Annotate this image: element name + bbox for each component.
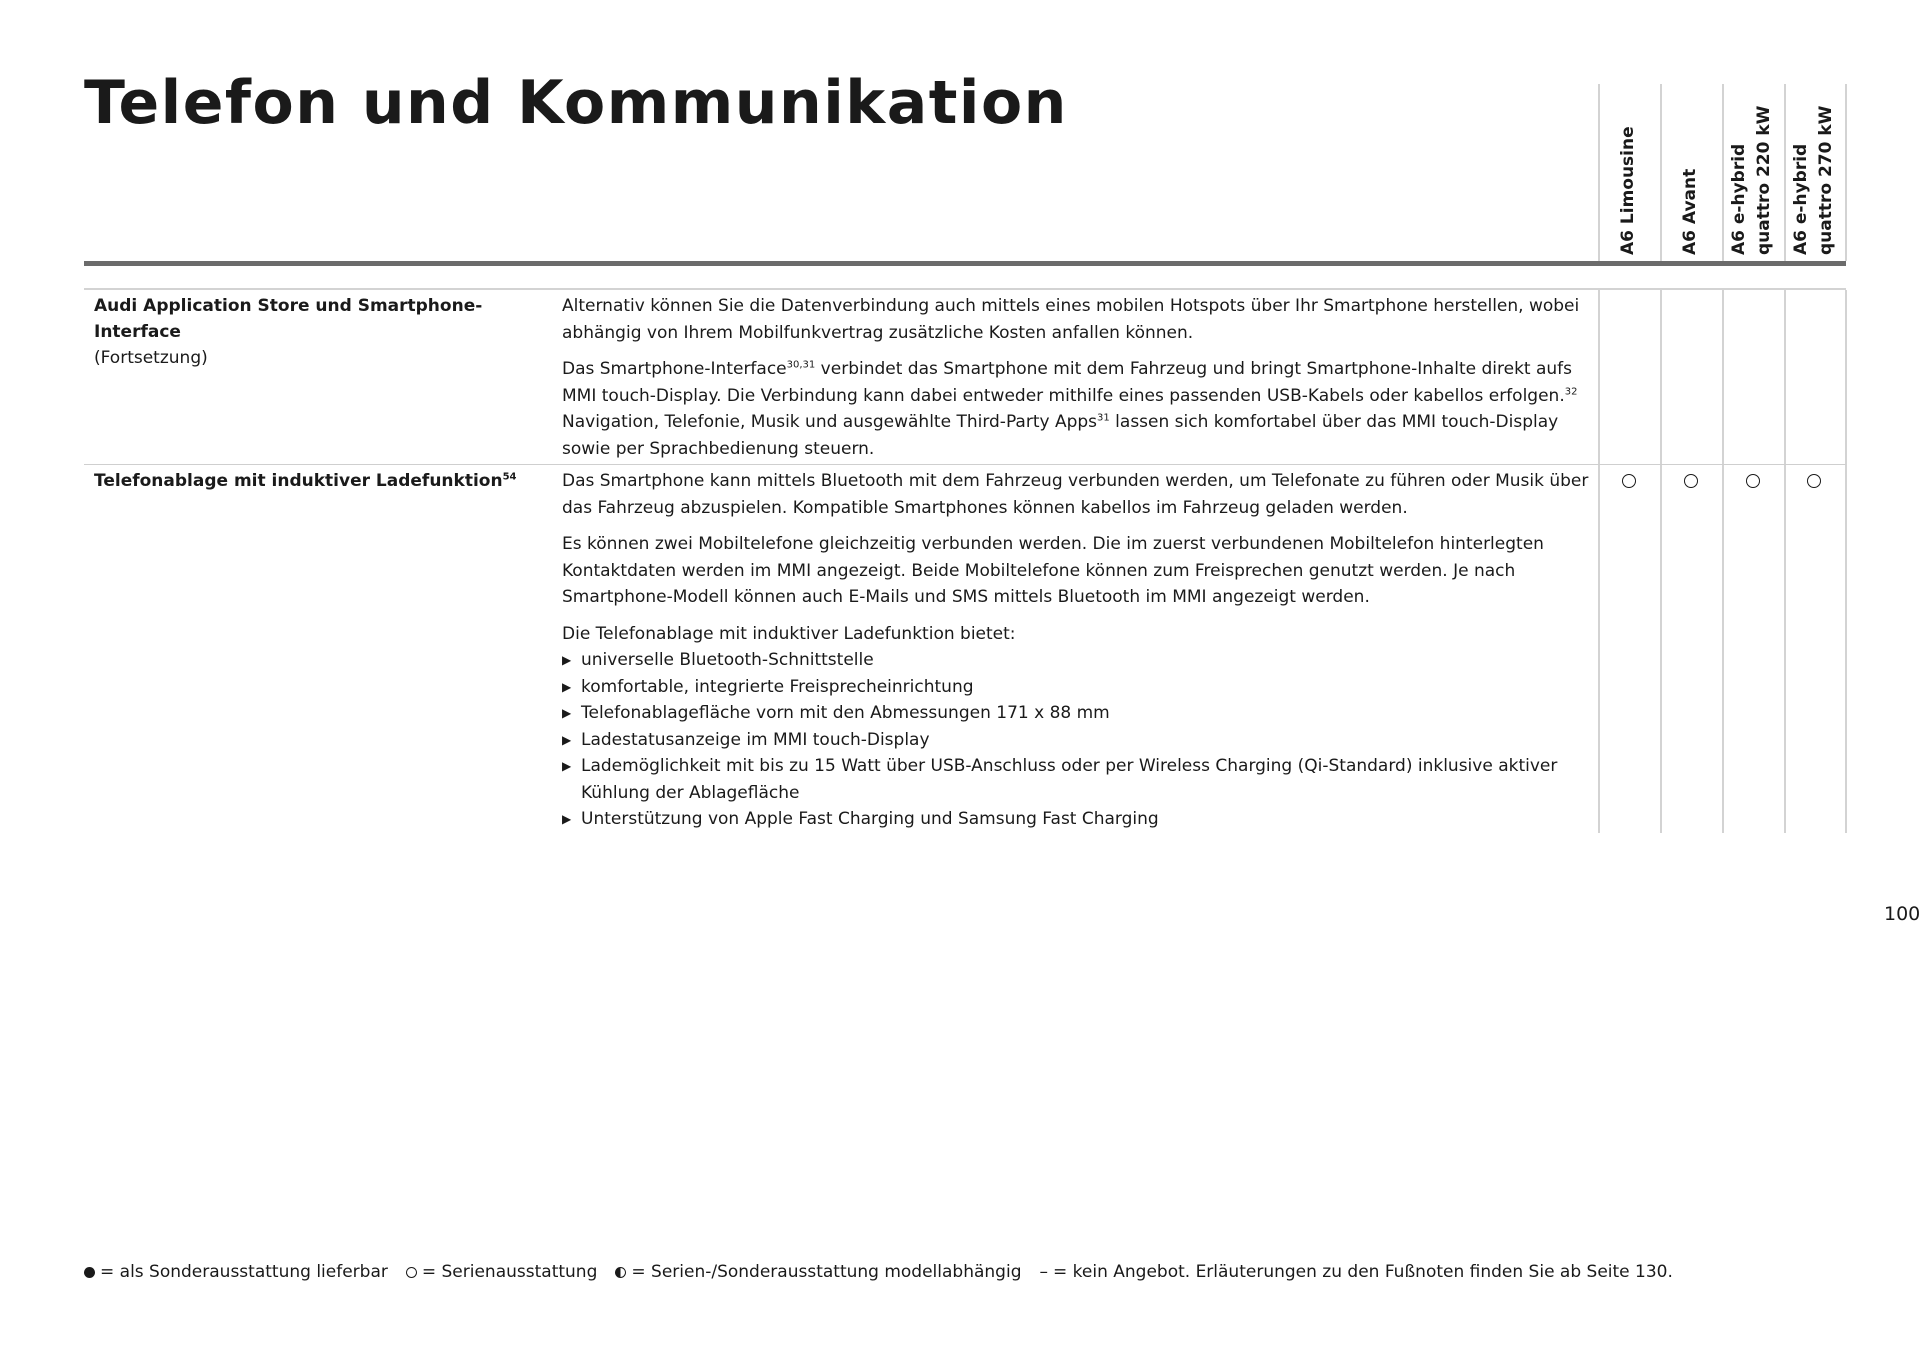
footnote-ref: 54 bbox=[502, 471, 517, 483]
description-cell bbox=[562, 293, 1592, 472]
column-separator bbox=[1784, 290, 1786, 833]
description-paragraph: Die Telefonablage mit induktiver Ladefunktion bietet: bbox=[562, 623, 1016, 644]
description-paragraph: Es können zwei Mobiltelefone gleichzeitig verbunden werden. Die im zuerst verbundenen Mobiltelefon hinterlegten Kontaktdaten werden im MMI angezeigt. Beide Mobiltelefone können zum Freisprechen genutzt werden. Je nach Smartphone-Modell können auch E-Mails und SMS mittels Bluetooth im MMI angezeigt werden. bbox=[562, 534, 1544, 607]
feature-cell bbox=[94, 293, 544, 371]
footnote-ref: 30,31 bbox=[786, 359, 816, 371]
triangle-bullet-icon: ▶ bbox=[562, 812, 572, 826]
open-circle-icon bbox=[1807, 474, 1821, 488]
description-paragraph: Das Smartphone-Interface$^{30,31}$ verbindet das Smartphone mit dem Fahrzeug und bringt Smartphone-Inhalte direkt aufs MMI touch-Display. Die Verbindung kann dabei entweder mithilfe eines passenden USB-Kabels oder kabellos erfolgen.$^{32}$ Navigation, Telefonie, Musik und ausgewählte Third-Party Apps$^{31}$ lassen sich komfortabel über das MMI touch-Display sowie per Sprachbedienung steuern. bbox=[562, 359, 1578, 459]
column-separator bbox=[1845, 290, 1847, 833]
column-separator bbox=[1845, 84, 1847, 261]
feature-subtitle: (Fortsetzung) bbox=[94, 348, 208, 368]
column-separator bbox=[1660, 290, 1662, 833]
column-separator bbox=[1598, 84, 1600, 261]
feature-name: Telefonablage mit induktiver Ladefunktion$^{54}$ bbox=[94, 471, 517, 491]
triangle-bullet-icon: ▶ bbox=[562, 653, 572, 667]
legend-item-model-dependent: = Serien-/Sonderausstattung modellabhängig bbox=[615, 1262, 1021, 1282]
triangle-bullet-icon: ▶ bbox=[562, 759, 572, 773]
header-rule bbox=[84, 261, 1846, 266]
feature-name: Audi Application Store und Smartphone-Interface bbox=[94, 296, 483, 342]
open-circle-icon bbox=[406, 1267, 417, 1278]
open-circle-icon bbox=[1684, 474, 1698, 488]
feature-cell bbox=[94, 468, 544, 494]
half-circle-icon bbox=[615, 1267, 626, 1278]
column-separator bbox=[1784, 84, 1786, 261]
list-item: ▶ Telefonablagefläche vorn mit den Abmessungen 171 x 88 mm bbox=[562, 700, 1592, 727]
legend-item-not-available: – = kein Angebot. Erläuterungen zu den Fußnoten finden Sie ab Seite 130. bbox=[1039, 1262, 1673, 1282]
row-divider bbox=[84, 464, 1598, 465]
triangle-bullet-icon: ▶ bbox=[562, 732, 572, 747]
table-top-rule bbox=[84, 288, 1846, 290]
description-paragraph: Alternativ können Sie die Datenverbindung auch mittels eines mobilen Hotspots über Ihr Smartphone herstellen, wobei abhängig von Ihrem Mobilfunkvertrag zusätzliche Kosten anfallen können. bbox=[562, 296, 1580, 343]
row-divider bbox=[1598, 464, 1846, 465]
page-title: Telefon und Kommunikation bbox=[84, 68, 1068, 138]
list-item: ▶ Unterstützung von Apple Fast Charging und Samsung Fast Charging bbox=[562, 806, 1592, 833]
page-number: 100 bbox=[1884, 903, 1920, 925]
legend-item-optional: = als Sonderausstattung lieferbar bbox=[84, 1262, 388, 1282]
column-separator bbox=[1660, 84, 1662, 261]
legend bbox=[84, 1262, 1691, 1282]
description-paragraph: Das Smartphone kann mittels Bluetooth mit dem Fahrzeug verbunden werden, um Telefonate zu führen oder Musik über das Fahrzeug abzuspielen. Kompatible Smartphones können kabellos im Fahrzeug geladen werden. bbox=[562, 471, 1589, 518]
dash-icon: – bbox=[1039, 1262, 1048, 1282]
column-separator bbox=[1722, 290, 1724, 833]
open-circle-icon bbox=[1746, 474, 1760, 488]
open-circle-icon bbox=[1622, 474, 1636, 488]
column-separator bbox=[1722, 84, 1724, 261]
list-item: ▶ komfortable, integrierte Freisprecheinrichtung bbox=[562, 674, 1592, 701]
list-item: ▶ universelle Bluetooth-Schnittstelle bbox=[562, 647, 1592, 674]
feature-bullet-list bbox=[562, 647, 1592, 833]
footnote-ref: 32 bbox=[1564, 385, 1578, 397]
description-cell bbox=[562, 468, 1592, 833]
list-item: ▶ Lademöglichkeit mit bis zu 15 Watt über USB-Anschluss oder per Wireless Charging (Qi-Standard) inklusive aktiver Kühlung der Ablagefläche bbox=[562, 753, 1592, 806]
filled-circle-icon bbox=[84, 1267, 95, 1278]
footnote-ref: 31 bbox=[1097, 412, 1110, 424]
column-separator bbox=[1598, 290, 1600, 833]
triangle-bullet-icon: ▶ bbox=[562, 706, 572, 720]
triangle-bullet-icon: ▶ bbox=[562, 679, 572, 694]
list-item: ▶ Ladestatusanzeige im MMI touch-Display bbox=[562, 727, 1592, 754]
legend-item-standard: = Serienausstattung bbox=[406, 1262, 598, 1282]
